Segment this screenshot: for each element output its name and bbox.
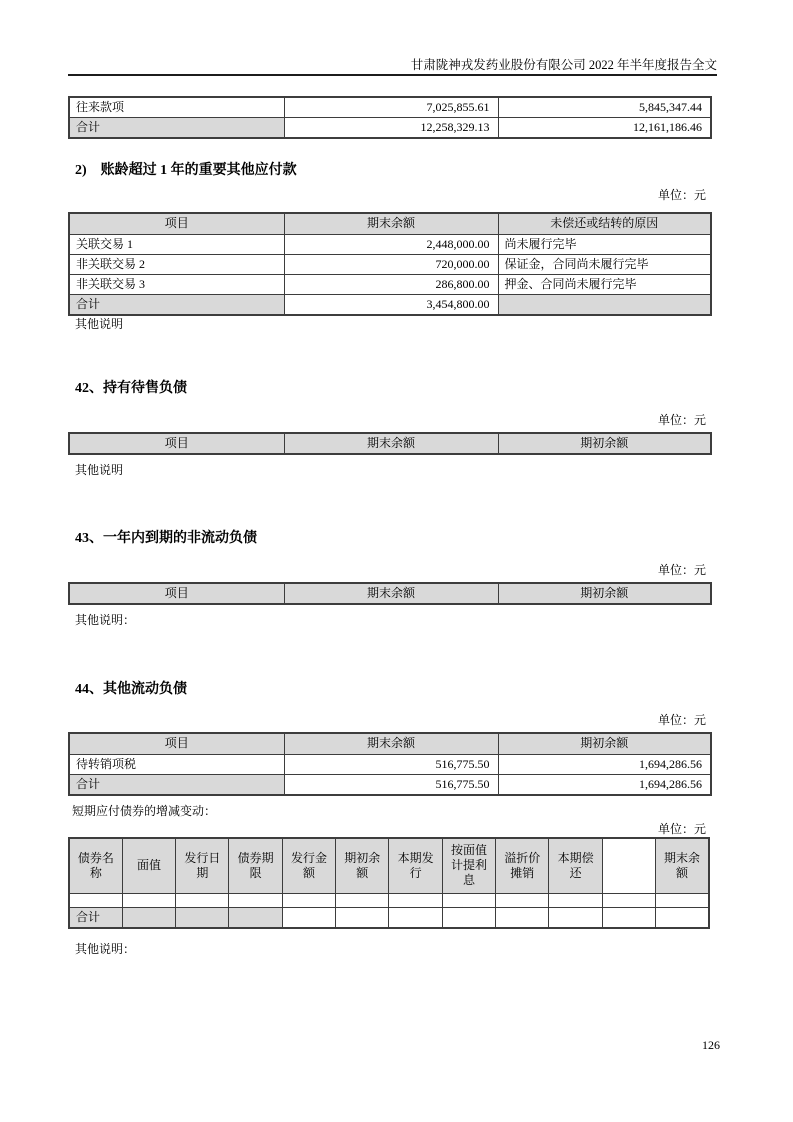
table-row <box>69 254 711 274</box>
section-heading-44: 44、其他流动负债 <box>75 682 187 697</box>
unit-label: 单位：元 <box>657 413 706 427</box>
other-notes-label: 其他说明 <box>75 317 124 331</box>
end-balance-cell: 12,258,329.13 <box>284 118 498 139</box>
table-row <box>69 754 711 774</box>
col-header-current-issue: 本期发行 <box>389 838 442 893</box>
col-header-premium-amortization: 溢折价摊销 <box>496 838 549 893</box>
total-label-cell: 合计 <box>69 774 284 795</box>
empty-cell <box>229 907 282 928</box>
reason-cell: 尚未履行完毕 <box>498 234 711 254</box>
col-header-end-balance: 期末余额 <box>284 583 498 604</box>
heading-number: 2) <box>75 163 87 178</box>
total-row <box>69 294 711 315</box>
amount-cell: 720,000.00 <box>284 254 498 274</box>
empty-cell <box>176 907 229 928</box>
short-term-bonds-table <box>68 837 710 929</box>
empty-cell <box>122 907 175 928</box>
col-header-begin-balance: 期初余额 <box>498 733 711 754</box>
amount-cell: 286,800.00 <box>284 274 498 294</box>
empty-cell <box>602 907 655 928</box>
empty-cell <box>122 893 175 907</box>
empty-cell <box>549 893 602 907</box>
item-cell: 待转销项税 <box>69 754 284 774</box>
col-header-reason: 未偿还或结转的原因 <box>498 213 711 234</box>
empty-cell <box>656 907 709 928</box>
due-within-year-table <box>68 582 712 605</box>
section-heading-43: 43、一年内到期的非流动负债 <box>75 531 257 546</box>
unit-label: 单位：元 <box>657 713 706 727</box>
reason-cell <box>498 294 711 315</box>
empty-data-row <box>69 893 709 907</box>
page-number: 126 <box>702 1038 720 1052</box>
total-label-cell: 合计 <box>69 294 284 315</box>
end-balance-cell: 516,775.50 <box>284 774 498 795</box>
header-row <box>69 838 709 893</box>
total-label-cell: 合计 <box>69 118 284 139</box>
unit-label: 单位：元 <box>657 822 706 836</box>
col-header-blank <box>602 838 655 893</box>
total-row <box>69 907 709 928</box>
empty-cell <box>442 907 495 928</box>
begin-balance-cell: 1,694,286.56 <box>498 754 711 774</box>
end-balance-cell: 516,775.50 <box>284 754 498 774</box>
table-row <box>69 97 711 118</box>
col-header-item: 项目 <box>69 433 284 454</box>
bond-change-intro: 短期应付债券的增减变动： <box>72 804 217 818</box>
aging-payables-table <box>68 212 712 316</box>
col-header-begin-balance: 期初余额 <box>336 838 389 893</box>
empty-cell <box>602 893 655 907</box>
empty-cell <box>549 907 602 928</box>
empty-cell <box>442 893 495 907</box>
header-row <box>69 583 711 604</box>
col-header-end-balance: 期末余额 <box>284 213 498 234</box>
section-heading-42: 42、持有待售负债 <box>75 381 187 396</box>
begin-balance-cell: 12,161,186.46 <box>498 118 711 139</box>
col-header-issue-amount: 发行金额 <box>282 838 335 893</box>
total-row <box>69 774 711 795</box>
begin-balance-cell: 1,694,286.56 <box>498 774 711 795</box>
held-for-sale-table <box>68 432 712 455</box>
amount-cell: 2,448,000.00 <box>284 234 498 254</box>
empty-cell <box>496 907 549 928</box>
header-row <box>69 433 711 454</box>
col-header-current-repayment: 本期偿还 <box>549 838 602 893</box>
empty-cell <box>389 907 442 928</box>
col-header-bond-term: 债券期限 <box>229 838 282 893</box>
col-header-item: 项目 <box>69 213 284 234</box>
empty-cell <box>336 907 389 928</box>
col-header-face-value: 面值 <box>122 838 175 893</box>
total-row <box>69 118 711 139</box>
col-header-begin-balance: 期初余额 <box>498 433 711 454</box>
item-cell: 往来款项 <box>69 97 284 118</box>
other-notes-label: 其他说明： <box>75 613 136 627</box>
header-row <box>69 733 711 754</box>
current-accounts-table <box>68 96 712 139</box>
begin-balance-cell: 5,845,347.44 <box>498 97 711 118</box>
col-header-item: 项目 <box>69 583 284 604</box>
empty-cell <box>496 893 549 907</box>
unit-label: 单位：元 <box>657 563 706 577</box>
empty-cell <box>229 893 282 907</box>
table-row <box>69 234 711 254</box>
empty-cell <box>336 893 389 907</box>
empty-cell <box>389 893 442 907</box>
heading-text: 账龄超过 1 年的重要其他应付款 <box>100 163 297 178</box>
amount-cell: 3,454,800.00 <box>284 294 498 315</box>
other-notes-label: 其他说明： <box>75 942 136 956</box>
empty-cell <box>282 907 335 928</box>
section-heading-aging <box>75 159 297 179</box>
header-rule <box>68 74 717 76</box>
col-header-end-balance: 期末余额 <box>284 733 498 754</box>
unit-label: 单位：元 <box>657 188 706 202</box>
total-label-cell: 合计 <box>69 907 122 928</box>
empty-cell <box>176 893 229 907</box>
col-header-item: 项目 <box>69 733 284 754</box>
item-cell: 非关联交易 2 <box>69 254 284 274</box>
reason-cell: 押金、合同尚未履行完毕 <box>498 274 711 294</box>
item-cell: 关联交易 1 <box>69 234 284 254</box>
reason-cell: 保证金，合同尚未履行完毕 <box>498 254 711 274</box>
empty-cell <box>656 893 709 907</box>
empty-cell <box>69 893 122 907</box>
table-row <box>69 274 711 294</box>
end-balance-cell: 7,025,855.61 <box>284 97 498 118</box>
other-notes-label: 其他说明 <box>75 463 124 477</box>
col-header-end-balance: 期末余额 <box>284 433 498 454</box>
col-header-interest-accrued: 按面值计提利息 <box>442 838 495 893</box>
col-header-end-balance: 期末余额 <box>656 838 709 893</box>
col-header-begin-balance: 期初余额 <box>498 583 711 604</box>
other-current-liabilities-table <box>68 732 712 796</box>
col-header-issue-date: 发行日期 <box>176 838 229 893</box>
empty-cell <box>282 893 335 907</box>
col-header-bond-name: 债券名称 <box>69 838 122 893</box>
item-cell: 非关联交易 3 <box>69 274 284 294</box>
header-row <box>69 213 711 234</box>
document-header-title: 甘肃陇神戎发药业股份有限公司 2022 年半年度报告全文 <box>410 58 717 72</box>
